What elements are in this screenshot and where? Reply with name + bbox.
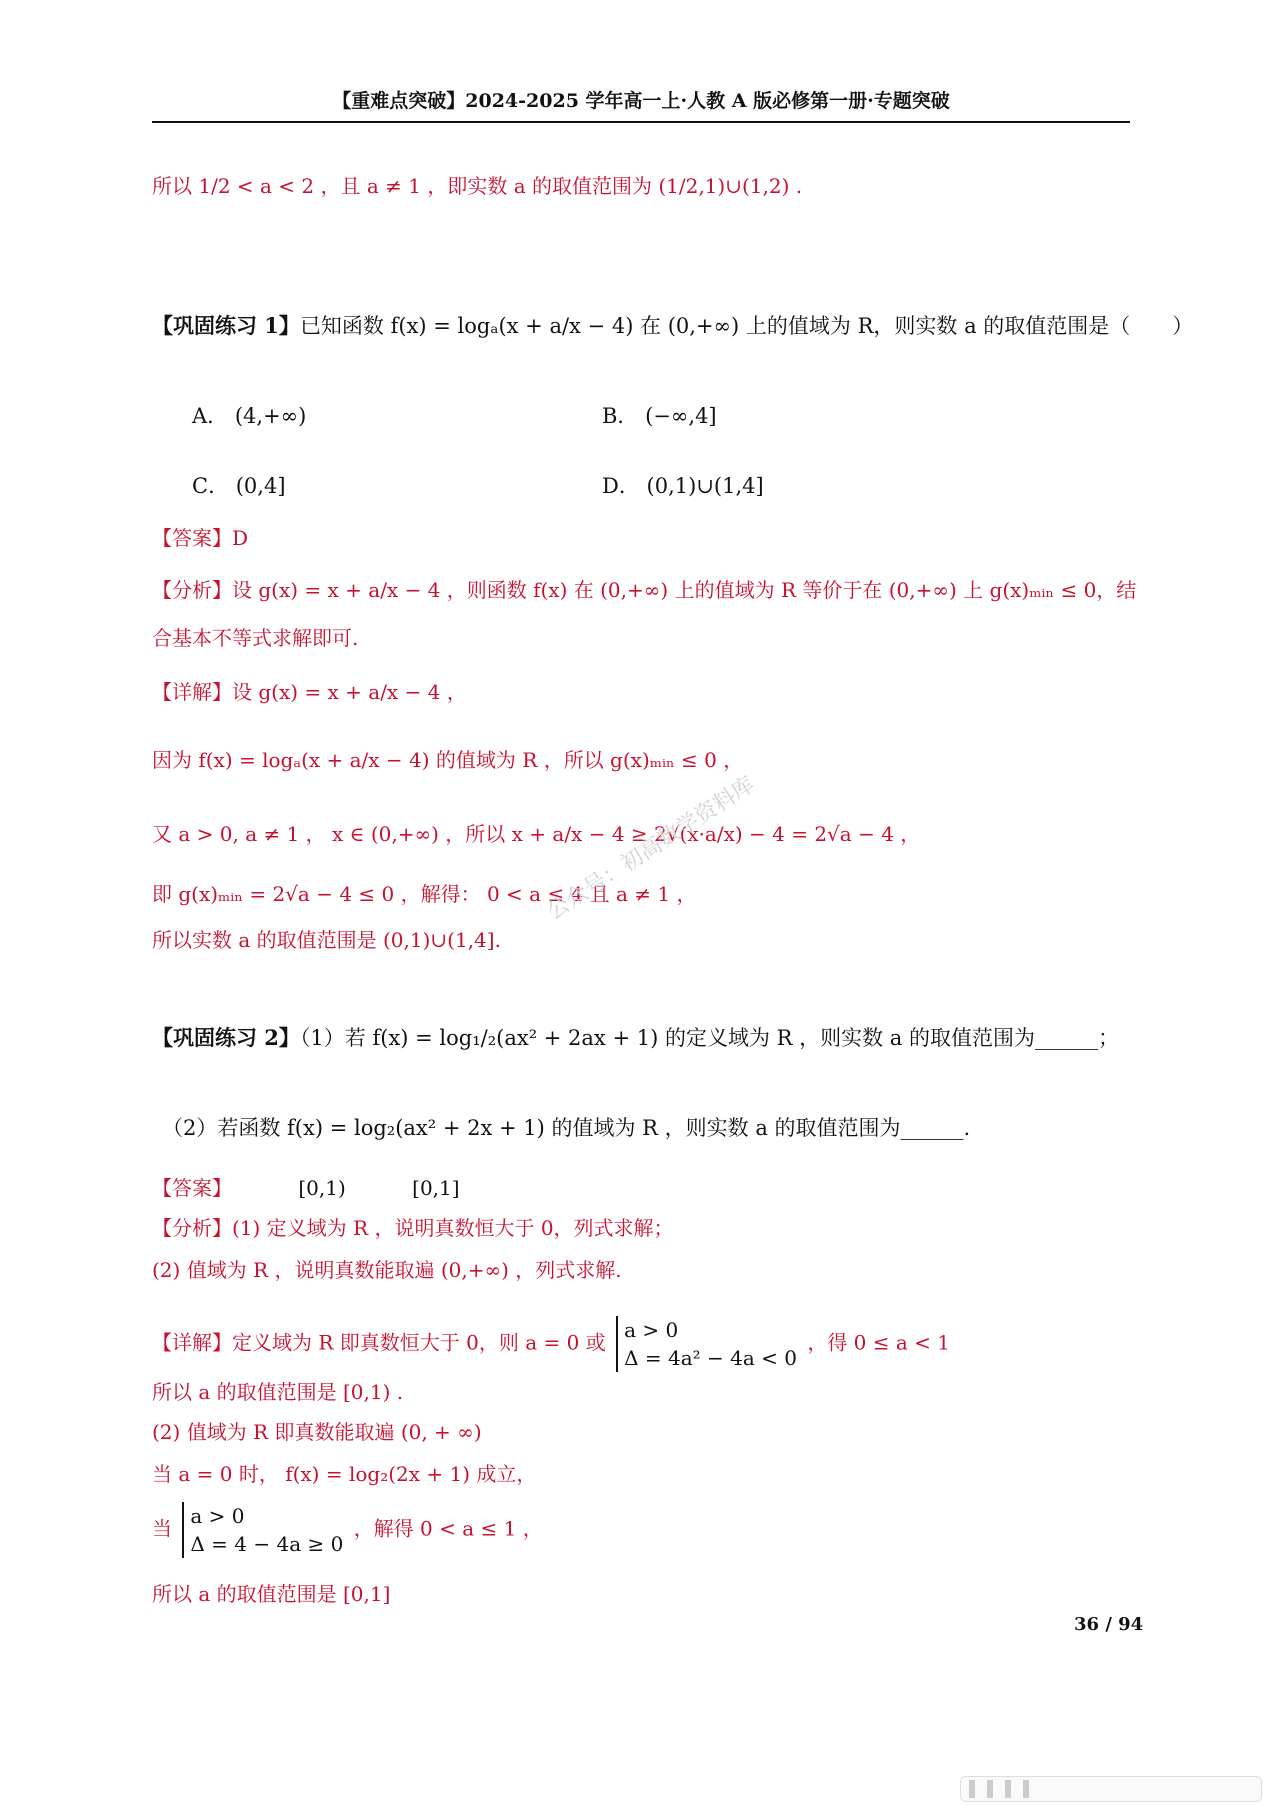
option-a: A． (4,+∞) (192, 404, 307, 428)
detail-1-line-3: 又 a > 0, a ≠ 1 ， x ∈ (0,+∞) ，所以 x + a/x − 4 ≥ 2√(x·a/x) − 4 = 2√a − 4 ， (152, 822, 921, 846)
toolbar-tick (1023, 1780, 1029, 1798)
system-1-row-1: a > 0 (624, 1318, 679, 1342)
analysis-1-line-2: 合基本不等式求解即可. (152, 626, 359, 650)
exercise-2-part-1 (152, 1022, 1119, 1052)
answer-2-value-2: [0,1] (412, 1176, 460, 1200)
answer-2-value-1: [0,1) (298, 1176, 346, 1200)
detail-2-system-2 (182, 1502, 343, 1558)
detail-2-line-5-post: ，解得 0 < a ≤ 1 ， (353, 1516, 543, 1541)
system-2-row-2: Δ = 4 − 4a ≥ 0 (190, 1532, 344, 1556)
system-1-row-2: Δ = 4a² − 4a < 0 (624, 1346, 797, 1370)
exercise-1-question (152, 310, 1193, 340)
exercise-2-part-2: （2）若函数 f(x) = log₂(ax² + 2x + 1) 的值域为 R ，则实数 a 的取值范围为______. (162, 1116, 971, 1140)
page-header: 【重难点突破】2024-2025 学年高一上·人教 A 版必修第一册·专题突破 (332, 90, 950, 112)
page-number: 36 / 94 (1074, 1614, 1144, 1635)
analysis-2-line-2: (2) 值域为 R ，说明真数能取遍 (0,+∞) ，列式求解. (152, 1258, 622, 1282)
analysis-2-line-1: 【分析】(1) 定义域为 R ，说明真数恒大于 0，列式求解； (152, 1216, 674, 1240)
answer-2-label: 【答案】 (152, 1176, 232, 1200)
toolbar-tick (1005, 1780, 1011, 1798)
analysis-1-line-1: 【分析】设 g(x) = x + a/x − 4 ，则函数 f(x) 在 (0,+∞) 上的值域为 R 等价于在 (0,+∞) 上 g(x)ₘᵢₙ ≤ 0，结 (152, 578, 1137, 602)
watermark-text: 公众号：初高数学资料库 (542, 772, 760, 926)
exercise-1-text: 已知函数 f(x) = logₐ(x + a/x − 4) 在 (0,+∞) 上的值域为 R，则实数 a 的取值范围是（ ） (299, 314, 1194, 338)
header-divider (152, 121, 1130, 123)
detail-2-line-2: 所以 a 的取值范围是 [0,1) . (152, 1380, 404, 1404)
detail-1-line-1: 【详解】设 g(x) = x + a/x − 4 ， (152, 680, 467, 704)
detail-2-line-6: 所以 a 的取值范围是 [0,1] (152, 1582, 391, 1606)
exercise-2-part-1-text: （1）若 f(x) = log₁/₂(ax² + 2ax + 1) 的定义域为 R ，则实数 a 的取值范围为______； (299, 1026, 1119, 1050)
detail-2-line-1-post: ，得 0 ≤ a < 1 (807, 1330, 951, 1355)
detail-2-line-5-pre: 当 (152, 1516, 172, 1541)
exercise-1-label: 【巩固练习 1】 (152, 313, 300, 338)
answer-1: 【答案】D (152, 526, 249, 550)
detail-1-line-5: 所以实数 a 的取值范围是 (0,1)∪(1,4]. (152, 928, 501, 952)
detail-2-line-1 (152, 1316, 950, 1372)
exercise-2-label: 【巩固练习 2】 (152, 1025, 300, 1050)
detail-2-line-5 (152, 1502, 543, 1558)
option-d: D． (0,1)∪(1,4] (602, 474, 764, 498)
bottom-toolbar (960, 1776, 1262, 1802)
conclusion-line: 所以 1/2 < a < 2 ，且 a ≠ 1 ，即实数 a 的取值范围为 (1/2,1)∪(1,2) . (152, 174, 803, 198)
detail-2-line-4: 当 a = 0 时， f(x) = log₂(2x + 1) 成立， (152, 1462, 537, 1486)
toolbar-tick (969, 1780, 975, 1798)
detail-2-line-1-pre: 【详解】定义域为 R 即真数恒大于 0，则 a = 0 或 (152, 1330, 606, 1355)
detail-2-system-1 (616, 1316, 797, 1372)
detail-1-line-2: 因为 f(x) = logₐ(x + a/x − 4) 的值域为 R ，所以 g(x)ₘᵢₙ ≤ 0 ， (152, 748, 744, 772)
toolbar-tick (987, 1780, 993, 1798)
option-c: C． (0,4] (192, 474, 286, 498)
detail-2-line-3: (2) 值域为 R 即真数能取遍 (0, + ∞) (152, 1420, 482, 1444)
detail-1-line-4: 即 g(x)ₘᵢₙ = 2√a − 4 ≤ 0 ，解得： 0 < a ≤ 4 且 a ≠ 1 ， (152, 882, 697, 906)
option-b: B． (−∞,4] (602, 404, 717, 428)
answer-2 (152, 1172, 460, 1201)
system-2-row-1: a > 0 (190, 1504, 245, 1528)
